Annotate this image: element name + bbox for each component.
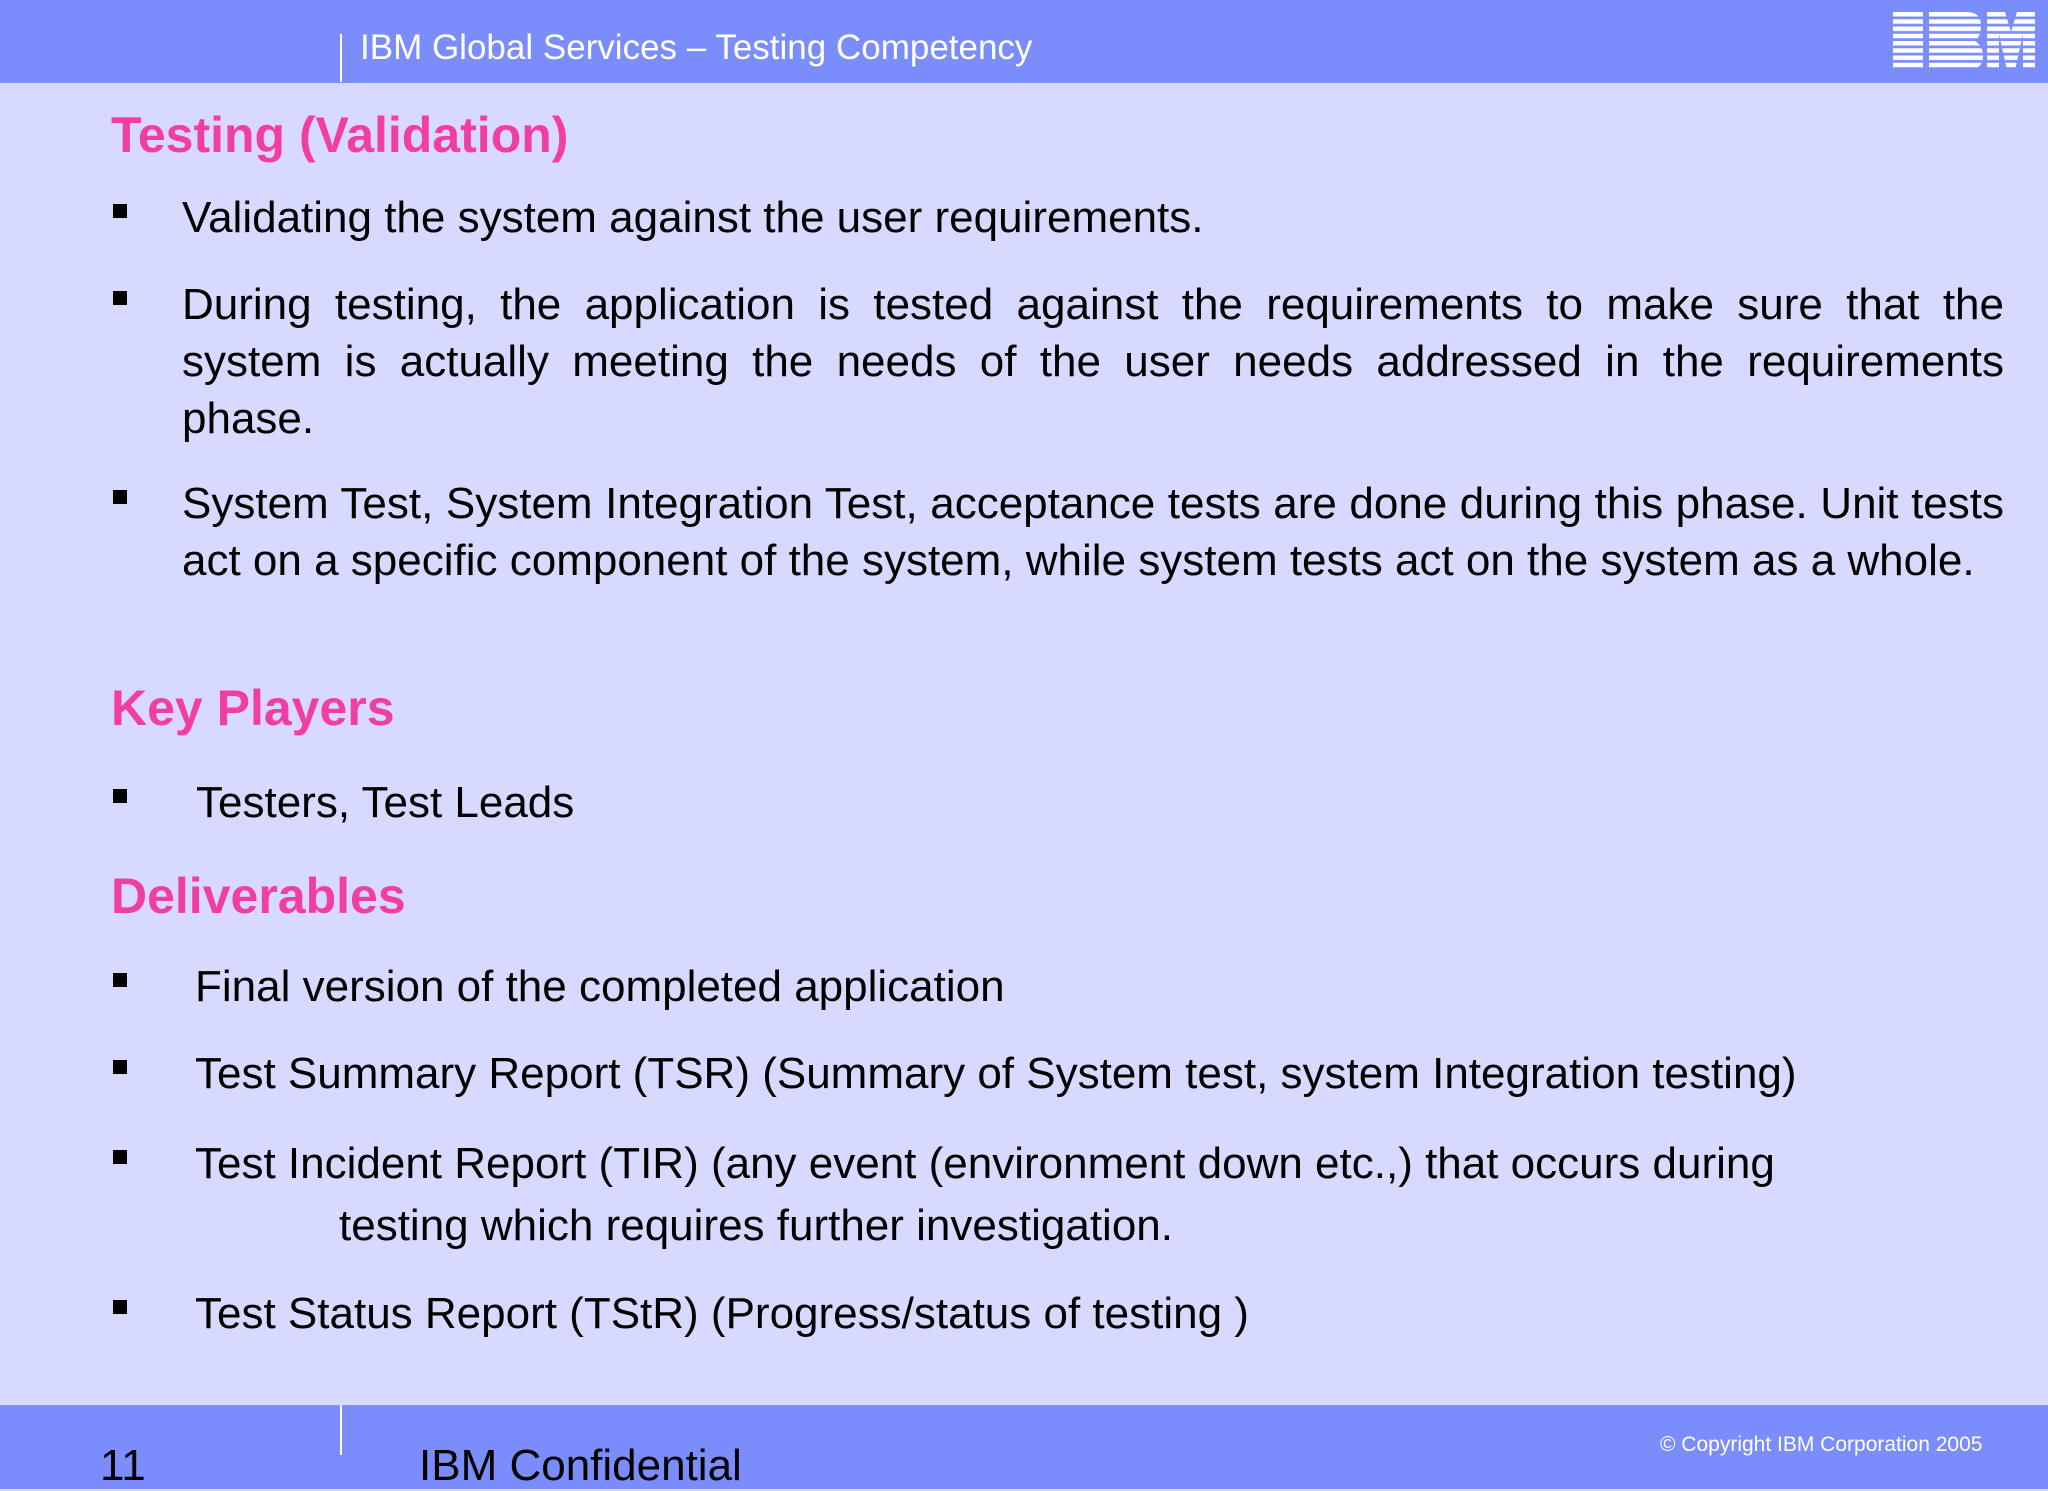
page-number: 11: [100, 1441, 146, 1490]
bullet-marker: [113, 789, 127, 803]
deliverables-item-3: Test Incident Report (TIR) (any event (environment down etc.,) that occurs during: [195, 1139, 1775, 1188]
validation-item-2: During testing, the application is tested against the requirements to make sure that the system is actually meeting the needs of the user needs addressed in the requirements phase.: [182, 280, 2004, 443]
bullet-marker: [113, 1300, 127, 1314]
deliverables-item-4: Test Status Report (TStR) (Progress/status of testing ): [195, 1289, 1249, 1338]
footer-bar: [0, 1405, 2048, 1489]
validation-item-3: System Test, System Integration Test, acceptance tests are done during this phase. Unit tests act on a specific component of the system, while system tests act on the system as a whole.: [182, 479, 2004, 585]
deliverables-item-2: Test Summary Report (TSR) (Summary of System test, system Integration testing): [195, 1049, 1797, 1098]
deliverables-item-1: Final version of the completed application: [195, 962, 1005, 1011]
bullet-marker: [113, 490, 127, 504]
key-players-item-1: Testers, Test Leads: [196, 778, 575, 827]
validation-item-1: Validating the system against the user requirements.: [182, 193, 1204, 242]
header-title: IBM Global Services – Testing Competency: [360, 28, 1033, 67]
header-bar: [0, 0, 2048, 83]
bullet-marker: [113, 1060, 127, 1074]
confidential-label: IBM Confidential: [419, 1441, 742, 1490]
copyright-notice: © Copyright IBM Corporation 2005: [1660, 1433, 1983, 1456]
footer-divider: [340, 1405, 342, 1455]
section-heading-validation: Testing (Validation): [111, 107, 569, 163]
deliverables-item-3-continuation: testing which requires further investigation.: [339, 1201, 1173, 1250]
ibm-logo-icon: [1893, 12, 2035, 70]
bullet-marker: [113, 973, 127, 987]
bullet-marker: [113, 291, 127, 305]
section-heading-deliverables: Deliverables: [111, 868, 406, 924]
header-divider: [340, 34, 342, 82]
section-heading-key-players: Key Players: [111, 680, 395, 736]
bullet-marker: [113, 204, 127, 218]
bullet-marker: [113, 1150, 127, 1164]
